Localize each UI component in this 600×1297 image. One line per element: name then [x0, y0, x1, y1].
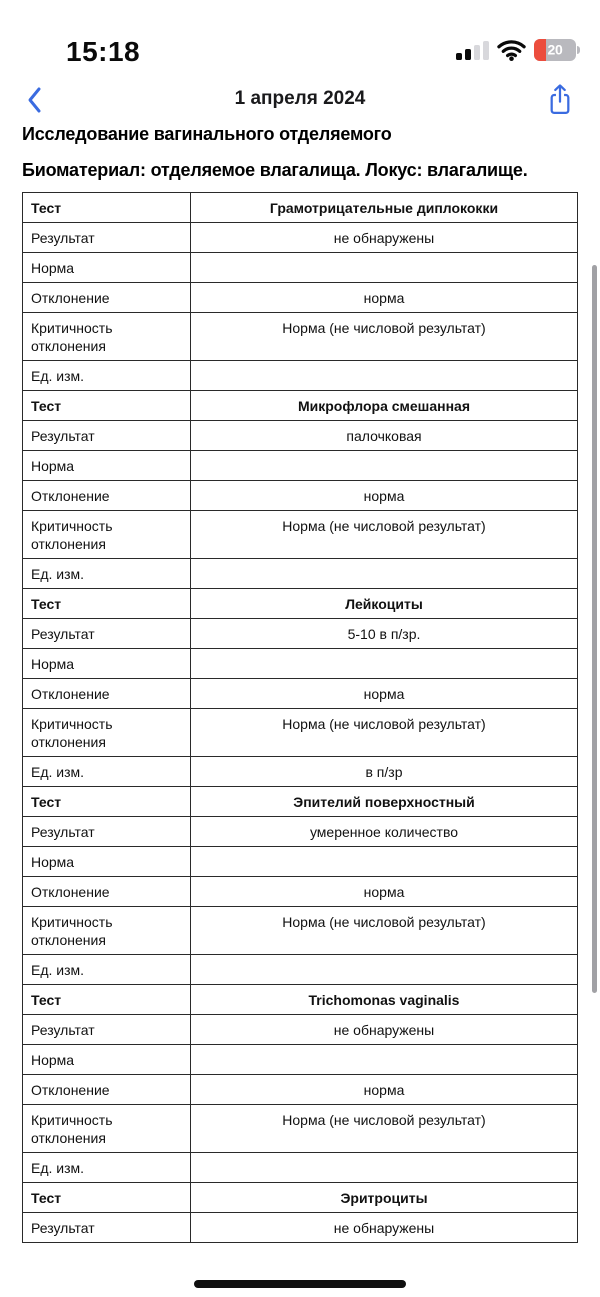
home-indicator[interactable]: [194, 1280, 406, 1288]
row-label: Норма: [31, 458, 75, 474]
table-row-deviation-block2: [23, 481, 577, 511]
row-value: Норма (не числовой результат): [190, 907, 577, 954]
table-row-deviation-block3: [23, 679, 577, 709]
status-icons: [456, 38, 577, 62]
row-value: [190, 847, 577, 876]
table-row-norm-block5: [23, 1045, 577, 1075]
table-row-test-block2: [23, 391, 577, 421]
table-row-criticality-block3: [23, 709, 577, 757]
table-row-test-block3: [23, 589, 577, 619]
table-row-test-block1: [23, 193, 577, 223]
row-value: Микрофлора смешанная: [190, 391, 577, 420]
row-label: Отклонение: [31, 686, 110, 702]
table-row-test-block4: [23, 787, 577, 817]
cellular-signal-icon: [456, 41, 490, 60]
share-button[interactable]: [540, 78, 580, 122]
row-label: Результат: [31, 824, 95, 840]
table-row-deviation-block4: [23, 877, 577, 907]
table-row-test-block5: [23, 985, 577, 1015]
row-label: Критичность отклонения: [31, 320, 113, 354]
row-value: норма: [190, 481, 577, 510]
table-row-criticality-block2: [23, 511, 577, 559]
table-row-criticality-block5: [23, 1105, 577, 1153]
table-row-unit-block5: [23, 1153, 577, 1183]
battery-cap: [577, 46, 580, 54]
table-row-result-block5: [23, 1015, 577, 1045]
table-row-result-block1: [23, 223, 577, 253]
scrollbar[interactable]: [592, 265, 597, 993]
row-value: Эритроциты: [190, 1183, 577, 1212]
wifi-icon: [497, 39, 526, 61]
table-row-norm-block1: [23, 253, 577, 283]
row-value: [190, 1153, 577, 1182]
row-label: Ед. изм.: [31, 566, 85, 582]
row-value: [190, 361, 577, 390]
row-label: Тест: [31, 794, 62, 810]
row-value: 5-10 в п/зр.: [190, 619, 577, 648]
table-row-unit-block2: [23, 559, 577, 589]
row-value: Грамотрицательные диплококки: [190, 193, 577, 222]
table-row-test-block6: [23, 1183, 577, 1213]
row-value: палочковая: [190, 421, 577, 450]
row-label: Отклонение: [31, 290, 110, 306]
table-row-deviation-block1: [23, 283, 577, 313]
row-label: Отклонение: [31, 488, 110, 504]
row-label: Результат: [31, 1022, 95, 1038]
row-label: Критичность отклонения: [31, 914, 113, 948]
battery-percent: 20: [547, 41, 563, 58]
row-value: Норма (не числовой результат): [190, 313, 577, 360]
table-row-norm-block2: [23, 451, 577, 481]
row-label: Тест: [31, 398, 62, 414]
row-value: Эпителий поверхностный: [190, 787, 577, 816]
row-value: [190, 649, 577, 678]
table-row-criticality-block1: [23, 313, 577, 361]
table-row-criticality-block4: [23, 907, 577, 955]
table-row-result-block4: [23, 817, 577, 847]
row-value: [190, 955, 577, 984]
table-row-result-block3: [23, 619, 577, 649]
table-row-unit-block4: [23, 955, 577, 985]
row-label: Тест: [31, 200, 62, 216]
status-bar: [0, 14, 600, 67]
row-label: Критичность отклонения: [31, 716, 113, 750]
lab-results-table: [22, 192, 578, 1243]
row-label: Отклонение: [31, 884, 110, 900]
row-label: Результат: [31, 428, 95, 444]
row-label: Тест: [31, 1190, 62, 1206]
row-label: Результат: [31, 1220, 95, 1236]
row-value: норма: [190, 283, 577, 312]
row-value: Норма (не числовой результат): [190, 709, 577, 756]
row-value: не обнаружены: [190, 1015, 577, 1044]
page-title: Исследование вагинального отделяемого: [22, 124, 392, 144]
status-time: 15:18: [66, 36, 141, 67]
row-label: Норма: [31, 854, 75, 870]
row-value: Trichomonas vaginalis: [190, 985, 577, 1014]
row-value: в п/зр: [190, 757, 577, 786]
row-value: не обнаружены: [190, 1213, 577, 1242]
row-value: норма: [190, 877, 577, 906]
row-label: Норма: [31, 260, 75, 276]
nav-title: 1 апреля 2024: [234, 88, 366, 109]
row-value: [190, 253, 577, 282]
row-value: умеренное количество: [190, 817, 577, 846]
row-label: Ед. изм.: [31, 962, 85, 978]
row-value: не обнаружены: [190, 223, 577, 252]
row-label: Критичность отклонения: [31, 518, 113, 552]
row-label: Результат: [31, 626, 95, 642]
table-row-norm-block3: [23, 649, 577, 679]
row-value: [190, 559, 577, 588]
row-label: Тест: [31, 596, 62, 612]
row-value: [190, 1045, 577, 1074]
table-row-result-block2: [23, 421, 577, 451]
battery-icon: [534, 39, 576, 61]
row-label: Ед. изм.: [31, 764, 85, 780]
row-value: Норма (не числовой результат): [190, 511, 577, 558]
row-label: Норма: [31, 1052, 75, 1068]
row-label: Ед. изм.: [31, 1160, 85, 1176]
table-row-unit-block1: [23, 361, 577, 391]
share-icon: [547, 84, 573, 116]
row-value: Норма (не числовой результат): [190, 1105, 577, 1152]
row-label: Тест: [31, 992, 62, 1008]
row-value: [190, 451, 577, 480]
biomaterial-subtitle: Биоматериал: отделяемое влагалища. Локус: влагалище.: [22, 160, 528, 180]
row-value: норма: [190, 679, 577, 708]
table-row-result-block6: [23, 1213, 577, 1243]
row-label: Ед. изм.: [31, 368, 85, 384]
row-value: норма: [190, 1075, 577, 1104]
row-label: Отклонение: [31, 1082, 110, 1098]
table-row-deviation-block5: [23, 1075, 577, 1105]
nav-bar: [0, 78, 600, 122]
table-row-unit-block3: [23, 757, 577, 787]
row-label: Критичность отклонения: [31, 1112, 113, 1146]
table-row-norm-block4: [23, 847, 577, 877]
row-label: Норма: [31, 656, 75, 672]
row-label: Результат: [31, 230, 95, 246]
row-value: Лейкоциты: [190, 589, 577, 618]
